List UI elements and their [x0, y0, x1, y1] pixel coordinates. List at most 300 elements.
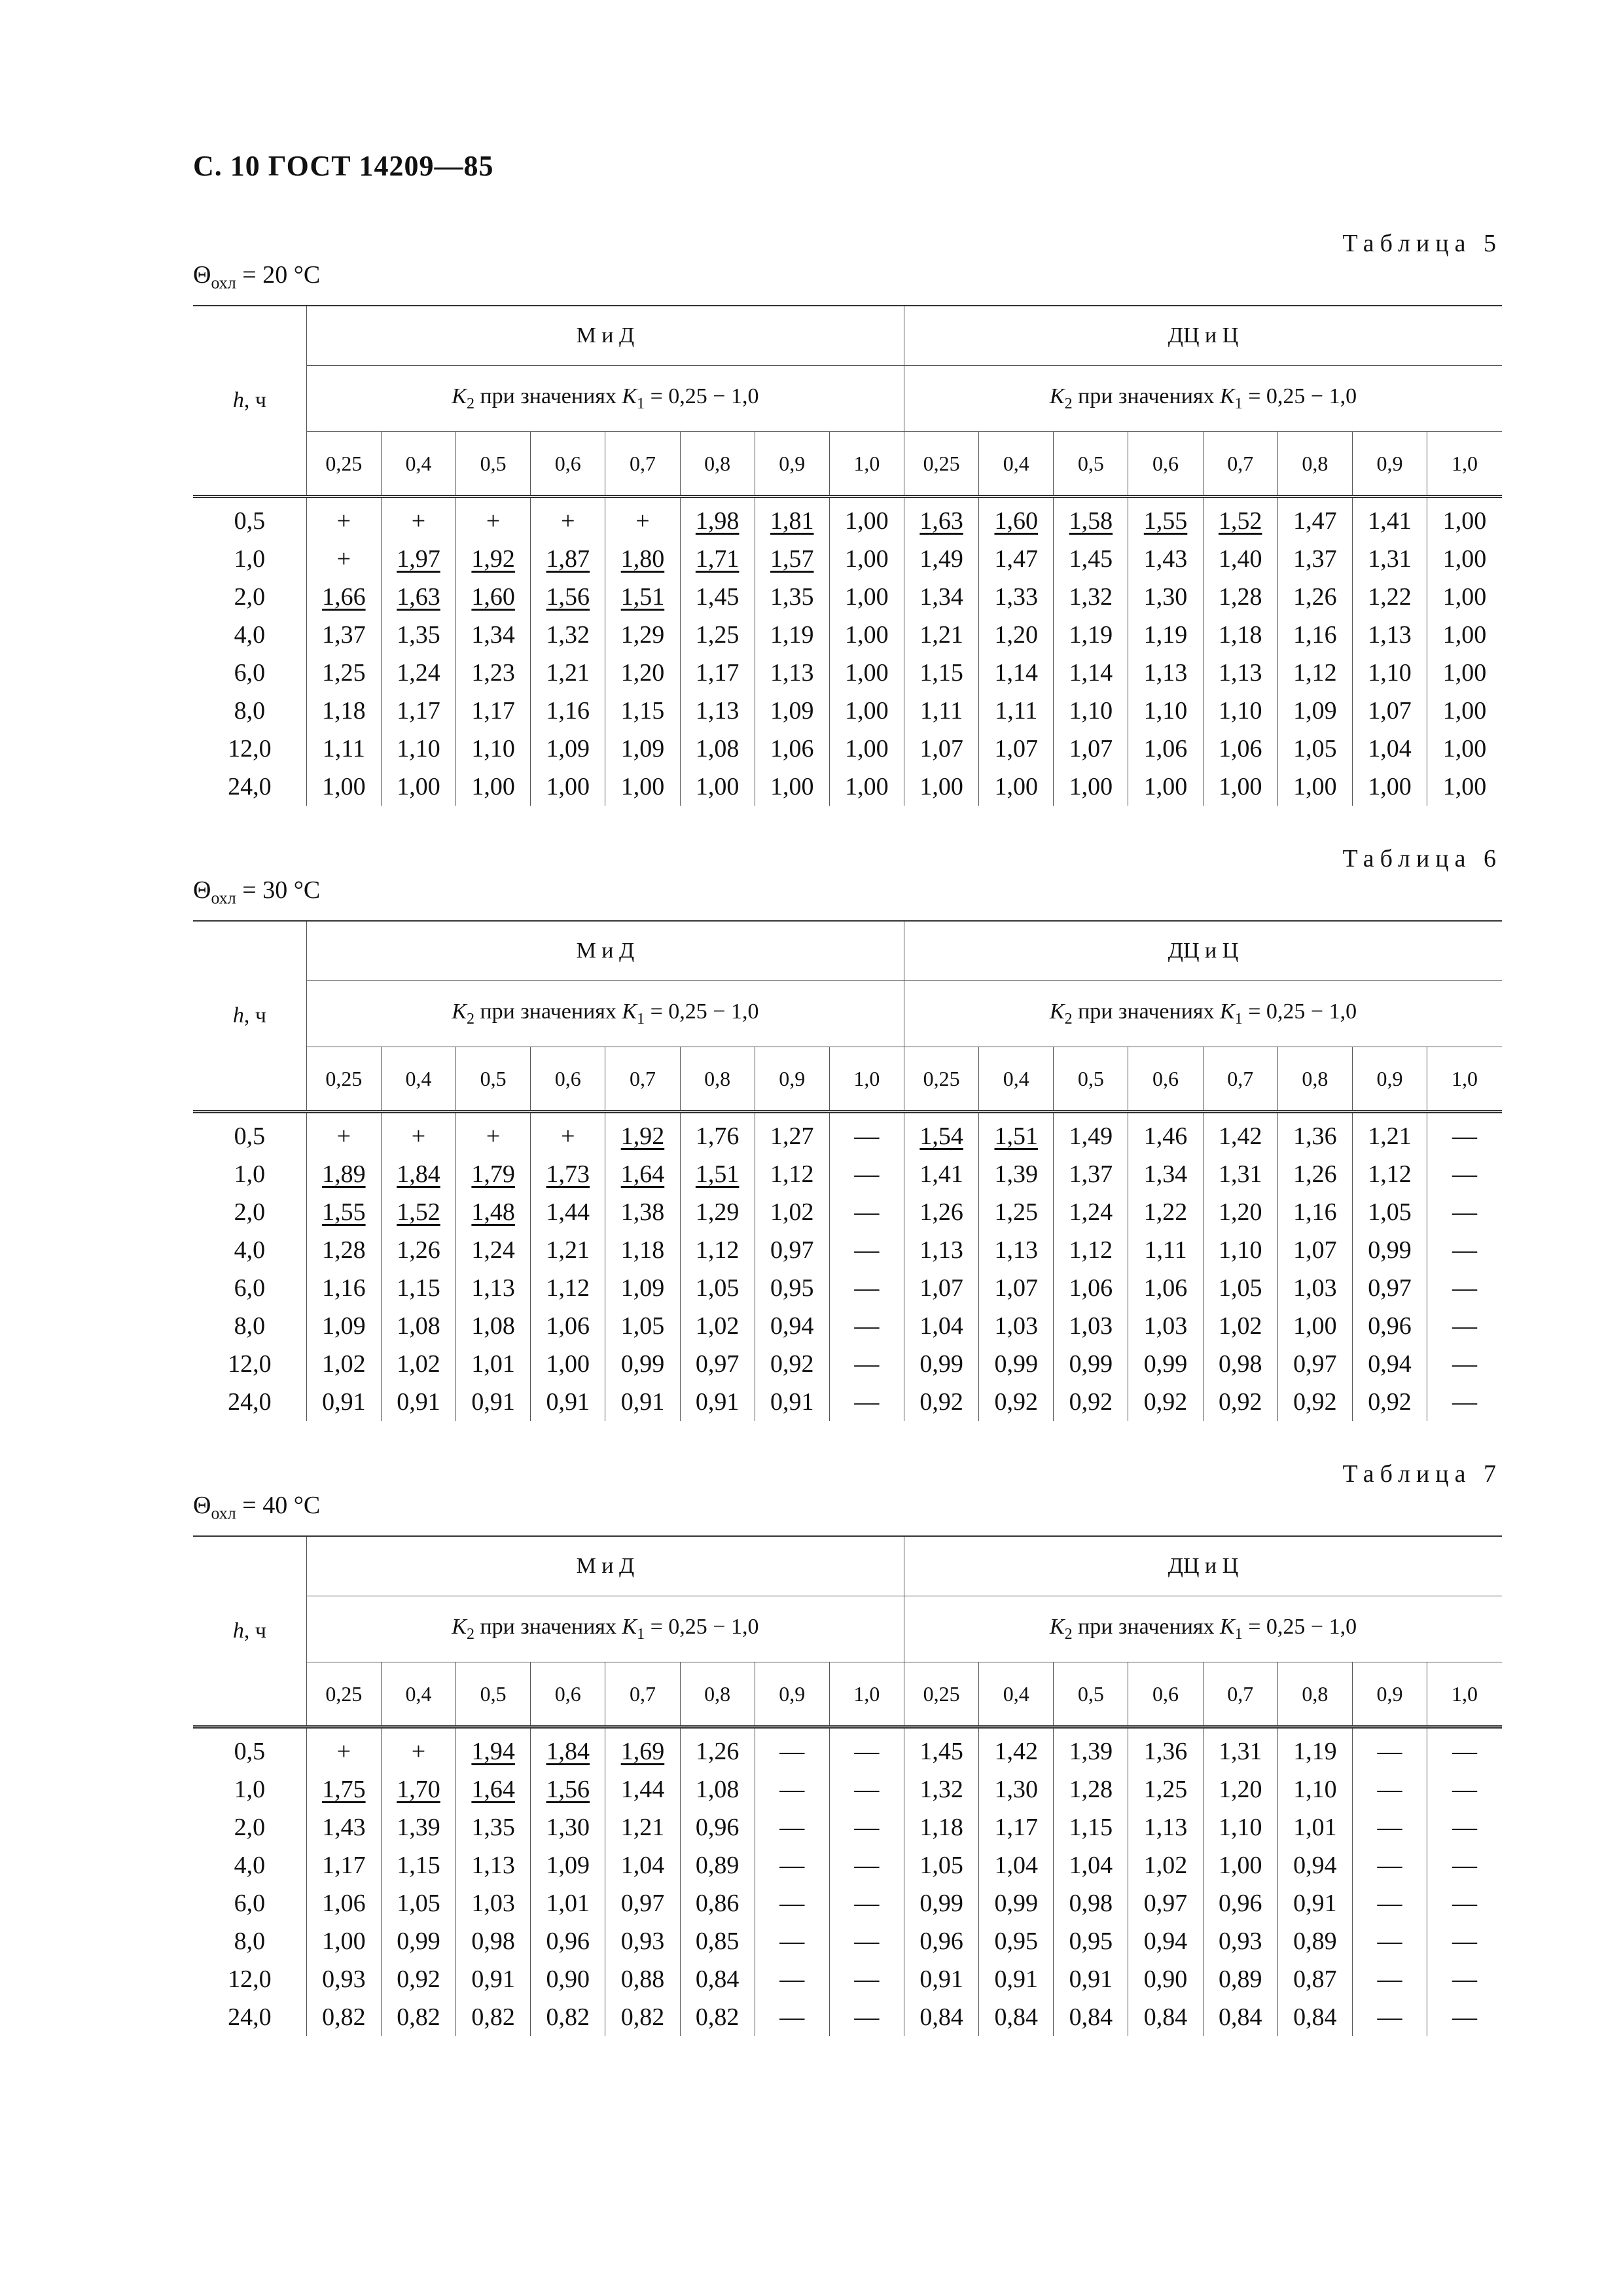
k2-symbol: K — [452, 1615, 467, 1640]
cell-value: 1,10 — [1218, 697, 1262, 725]
cell-value: 1,20 — [620, 659, 665, 687]
k2-value-cell — [605, 1727, 680, 1771]
cell-value: 0,91 — [770, 1388, 814, 1416]
k2-value-cell — [1277, 692, 1352, 730]
k2-value-cell — [1054, 1846, 1128, 1884]
cell-value: 1,08 — [695, 735, 740, 762]
k2-value-cell — [605, 768, 680, 806]
cell-value: 0,87 — [1293, 1965, 1337, 1993]
cell-value: 1,07 — [1069, 735, 1113, 762]
cell-value: 1,28 — [1218, 583, 1262, 611]
k2-value-cell — [381, 1383, 455, 1421]
k2-value-cell — [979, 730, 1054, 768]
cell-value: — — [854, 1122, 880, 1150]
k2-value-cell — [904, 540, 979, 578]
k2-value-cell — [829, 1808, 904, 1846]
k2-value-cell — [755, 1846, 829, 1884]
cell-value: 1,14 — [1069, 659, 1113, 687]
cell-value: 1,36 — [1293, 1122, 1337, 1150]
k2-subscript: 2 — [1064, 395, 1073, 412]
k2-value-cell — [1128, 1231, 1203, 1269]
k2-value-cell — [1054, 1922, 1128, 1960]
k2-value-cell — [381, 1727, 455, 1771]
cell-value: 0,86 — [695, 1890, 740, 1917]
k2-value-cell — [456, 1112, 531, 1156]
k2-value-cell — [1427, 1155, 1502, 1193]
cell-value: 0,97 — [1368, 1274, 1412, 1302]
cell-value: 0,84 — [994, 2003, 1038, 2031]
k2-value-cell — [979, 768, 1054, 806]
cell-value: — — [1452, 1928, 1478, 1955]
k2-value-cell — [456, 616, 531, 654]
k2-value-cell — [904, 1770, 979, 1808]
k2-value-cell — [829, 1269, 904, 1307]
k1-value-header: 1,0 — [829, 1662, 904, 1727]
k2-value-cell — [531, 1307, 605, 1345]
k2-text: при значениях — [474, 999, 622, 1024]
cell-value: 1,10 — [1218, 1814, 1262, 1841]
k2-value-cell — [755, 768, 829, 806]
theta-symbol: Θ — [193, 1492, 211, 1519]
cell-value: 1,30 — [994, 1776, 1038, 1803]
k2-value-cell — [1128, 1193, 1203, 1231]
k2-value-cell — [1352, 1231, 1427, 1269]
cell-value: 1,13 — [1143, 1814, 1188, 1841]
k2-value-cell — [531, 1998, 605, 2036]
k2-value-cell — [979, 654, 1054, 692]
cell-value: 0,96 — [919, 1928, 963, 1955]
k2-value-cell — [1352, 1345, 1427, 1383]
k2-value-cell — [904, 616, 979, 654]
k2-value-cell — [306, 1193, 381, 1231]
k2-value-cell — [1054, 692, 1128, 730]
k2-value-cell — [306, 578, 381, 616]
cell-value: 1,87 — [546, 545, 590, 573]
cell-value: 0,84 — [1069, 2003, 1113, 2031]
k2-value-cell — [1128, 1383, 1203, 1421]
cell-value: 1,07 — [1368, 697, 1412, 725]
k2-value-cell — [680, 540, 755, 578]
k2-value-cell — [829, 1727, 904, 1771]
k2-value-cell — [381, 1922, 455, 1960]
cell-value: — — [1452, 2003, 1478, 2031]
cell-value: 1,60 — [471, 583, 515, 611]
cell-value: 1,07 — [994, 735, 1038, 762]
cell-value: 1,02 — [770, 1198, 814, 1226]
cell-value: 1,70 — [397, 1776, 440, 1803]
cooling-temperature-label — [193, 1491, 320, 1524]
cell-value: 1,00 — [1442, 507, 1487, 535]
cell-value: 0,97 — [620, 1890, 665, 1917]
cell-value: 0,92 — [1293, 1388, 1337, 1416]
cell-value: 1,09 — [620, 1274, 665, 1302]
k2-value-cell — [680, 1112, 755, 1156]
cell-value: 1,24 — [471, 1236, 515, 1264]
cell-value: 0,82 — [471, 2003, 515, 2031]
cell-value: 1,37 — [322, 621, 366, 649]
k2-value-cell — [1203, 497, 1277, 541]
cooling-temperature-label — [193, 260, 320, 293]
cell-value: 1,00 — [845, 773, 889, 800]
k2-value-cell — [1054, 768, 1128, 806]
cell-value: — — [854, 1388, 880, 1416]
k2-value-cell — [1277, 1727, 1352, 1771]
cell-value: 0,93 — [322, 1965, 366, 1993]
k1-symbol: K — [622, 384, 637, 409]
cell-value: 1,37 — [1293, 545, 1337, 573]
k2-value-cell — [381, 540, 455, 578]
k2-value-cell — [531, 578, 605, 616]
cell-value: 1,00 — [770, 773, 814, 800]
cell-value: + — [411, 1738, 426, 1765]
k1-value-header: 0,8 — [680, 1662, 755, 1727]
table-row — [193, 1193, 1502, 1231]
cell-value: 0,91 — [546, 1388, 590, 1416]
cell-value: 0,82 — [322, 2003, 366, 2031]
k2-value-cell — [531, 1846, 605, 1884]
duration-cell: 2,0 — [234, 1198, 266, 1226]
k2-caption — [306, 366, 904, 432]
cell-value: 0,98 — [1069, 1890, 1113, 1917]
k2-text: при значениях — [1072, 1615, 1221, 1640]
k2-value-cell — [1277, 1345, 1352, 1383]
cell-value: 1,13 — [1218, 659, 1262, 687]
cell-value: 1,42 — [994, 1738, 1038, 1765]
cell-value: 1,10 — [471, 735, 515, 762]
k2-value-cell — [755, 1345, 829, 1383]
cell-value: 1,18 — [919, 1814, 963, 1841]
k2-value-cell — [1054, 1307, 1128, 1345]
k2-value-cell — [381, 1112, 455, 1156]
cell-value: 1,13 — [471, 1852, 515, 1879]
k2-value-cell — [456, 1998, 531, 2036]
cell-value: 1,39 — [397, 1814, 440, 1841]
cell-value: 0,85 — [695, 1928, 740, 1955]
k2-value-cell — [1352, 1960, 1427, 1998]
k2-value-cell — [904, 768, 979, 806]
k2-value-cell — [531, 616, 605, 654]
k2-value-cell — [755, 1231, 829, 1269]
k2-value-cell — [1128, 1846, 1203, 1884]
cell-value: 1,22 — [1368, 583, 1412, 611]
k2-value-cell — [605, 616, 680, 654]
cell-value: 1,09 — [620, 735, 665, 762]
k2-value-cell — [1427, 1998, 1502, 2036]
cell-value: 1,00 — [845, 545, 889, 573]
k2-value-cell — [1128, 1998, 1203, 2036]
k2-value-cell — [904, 1922, 979, 1960]
cell-value: 0,99 — [919, 1890, 963, 1917]
k2-value-cell — [1277, 1808, 1352, 1846]
cell-value: 0,91 — [919, 1965, 963, 1993]
k1-value-header: 0,7 — [605, 1662, 680, 1727]
duration-header — [193, 1536, 306, 1727]
cell-value: 0,94 — [1293, 1852, 1337, 1879]
cell-value: 1,04 — [994, 1852, 1038, 1879]
k2-value-cell — [979, 540, 1054, 578]
k1-symbol: K — [622, 1615, 637, 1640]
k2-value-cell — [755, 654, 829, 692]
cell-value: 0,91 — [471, 1388, 515, 1416]
cell-value: 1,19 — [1293, 1738, 1337, 1765]
k2-value-cell — [680, 1884, 755, 1922]
k1-subscript: 1 — [637, 395, 645, 412]
cell-value: 1,15 — [620, 697, 665, 725]
k2-value-cell — [829, 1383, 904, 1421]
cell-value: 1,03 — [1293, 1274, 1337, 1302]
k2-value-cell — [456, 654, 531, 692]
k2-value-cell — [904, 654, 979, 692]
k2-value-cell — [680, 768, 755, 806]
cell-value: 1,02 — [1218, 1312, 1262, 1340]
k2-value-cell — [456, 1269, 531, 1307]
cell-value: 1,02 — [322, 1350, 366, 1378]
cell-value: — — [779, 1814, 805, 1841]
k2-value-cell — [531, 654, 605, 692]
k2-value-cell — [1203, 616, 1277, 654]
cell-value: 1,51 — [994, 1122, 1038, 1150]
cell-value: 0,82 — [695, 2003, 740, 2031]
k2-value-cell — [1054, 1155, 1128, 1193]
k2-caption — [904, 981, 1503, 1047]
cell-value: 0,92 — [1368, 1388, 1412, 1416]
cell-value: 1,98 — [695, 507, 740, 535]
cell-value: 0,84 — [695, 1965, 740, 1993]
cell-value: 1,23 — [471, 659, 515, 687]
k2-value-cell — [531, 540, 605, 578]
k1-value-header: 0,4 — [381, 1662, 455, 1727]
cell-value: 1,06 — [1143, 1274, 1188, 1302]
k2-value-cell — [306, 730, 381, 768]
duration-cell: 2,0 — [234, 1814, 266, 1841]
k2-value-cell — [605, 1998, 680, 2036]
cell-value: 1,15 — [397, 1274, 440, 1302]
cell-value: 1,00 — [845, 697, 889, 725]
k2-value-cell — [531, 1922, 605, 1960]
cell-value: 1,25 — [695, 621, 740, 649]
cell-value: 1,01 — [546, 1890, 590, 1917]
k2-value-cell — [1352, 1112, 1427, 1156]
k2-value-cell — [1427, 1770, 1502, 1808]
k1-value-header: 0,9 — [755, 1662, 829, 1727]
k2-value-cell — [1352, 1727, 1427, 1771]
k2-value-cell — [979, 1383, 1054, 1421]
cell-value: 1,92 — [471, 545, 515, 573]
cell-value: 1,84 — [397, 1160, 440, 1188]
cell-value: 1,36 — [1143, 1738, 1188, 1765]
k1-value-header: 0,9 — [755, 1047, 829, 1112]
table-row — [193, 540, 1502, 578]
k2-value-cell — [904, 1727, 979, 1771]
k1-subscript: 1 — [1234, 1625, 1243, 1643]
k2-value-cell — [1054, 1345, 1128, 1383]
k2-value-cell — [1352, 730, 1427, 768]
cell-value: 0,90 — [1143, 1965, 1188, 1993]
cell-value: — — [1452, 1198, 1478, 1226]
k1-value-header: 1,0 — [829, 432, 904, 497]
table-row — [193, 1808, 1502, 1846]
k2-value-cell — [1277, 1998, 1352, 2036]
cell-value: 1,12 — [1069, 1236, 1113, 1264]
cell-value: 1,12 — [1368, 1160, 1412, 1188]
cell-value: 1,26 — [1293, 1160, 1337, 1188]
cell-value: 0,90 — [546, 1965, 590, 1993]
cell-value: 1,97 — [397, 545, 440, 573]
cell-value: 1,00 — [1293, 1312, 1337, 1340]
k1-value-header: 0,7 — [1203, 432, 1277, 497]
cell-value: 0,95 — [994, 1928, 1038, 1955]
k2-value-cell — [680, 692, 755, 730]
cell-value: 0,99 — [994, 1350, 1038, 1378]
cell-value: 1,56 — [546, 1776, 590, 1803]
k2-value-cell — [1128, 1770, 1203, 1808]
cell-value: — — [1452, 1890, 1478, 1917]
cell-value: 0,93 — [620, 1928, 665, 1955]
k2-value-cell — [755, 730, 829, 768]
cell-value: 1,08 — [397, 1312, 440, 1340]
cell-value: 1,26 — [1293, 583, 1337, 611]
cell-value: 1,63 — [919, 507, 963, 535]
k2-value-cell — [456, 1770, 531, 1808]
k2-value-cell — [1128, 1922, 1203, 1960]
k1-value-header: 0,4 — [381, 1047, 455, 1112]
k2-value-cell — [381, 692, 455, 730]
cell-value: 1,29 — [620, 621, 665, 649]
k2-value-cell — [605, 1960, 680, 1998]
k1-value-header: 0,8 — [680, 1047, 755, 1112]
k2-value-cell — [605, 730, 680, 768]
k2-value-cell — [1203, 1727, 1277, 1771]
k1-range: = 0,25 − 1,0 — [1242, 1615, 1357, 1640]
k2-value-cell — [904, 692, 979, 730]
k2-value-cell — [755, 1193, 829, 1231]
cell-value: 0,99 — [1368, 1236, 1412, 1264]
k2-value-cell — [680, 1307, 755, 1345]
cell-value: 0,91 — [994, 1965, 1038, 1993]
k2-value-cell — [1203, 1307, 1277, 1345]
k2-value-cell — [1128, 692, 1203, 730]
k2-value-cell — [904, 1155, 979, 1193]
k2-value-cell — [456, 540, 531, 578]
cell-value: 1,02 — [1143, 1852, 1188, 1879]
k2-value-cell — [306, 692, 381, 730]
cell-value: 1,04 — [1069, 1852, 1113, 1879]
cell-value: 1,21 — [546, 1236, 590, 1264]
cell-value: 1,11 — [1144, 1236, 1187, 1264]
k1-value-header: 1,0 — [1427, 1047, 1502, 1112]
k2-value-cell — [1352, 1808, 1427, 1846]
table-row — [193, 654, 1502, 692]
k2-value-cell — [1128, 654, 1203, 692]
k2-value-cell — [1427, 1808, 1502, 1846]
cell-value: 1,43 — [322, 1814, 366, 1841]
k2-value-cell — [1054, 1770, 1128, 1808]
k2-value-cell — [1352, 1193, 1427, 1231]
k2-value-cell — [1203, 730, 1277, 768]
k1-value-header: 0,25 — [904, 1047, 979, 1112]
k2-value-cell — [605, 654, 680, 692]
k2-value-cell — [1054, 730, 1128, 768]
cell-value: 1,05 — [1218, 1274, 1262, 1302]
k2-value-cell — [1427, 1231, 1502, 1269]
k2-value-cell — [755, 497, 829, 541]
cell-value: 0,91 — [1069, 1965, 1113, 1993]
k2-value-cell — [531, 1884, 605, 1922]
k2-value-cell — [1203, 1155, 1277, 1193]
cell-value: 1,00 — [546, 773, 590, 800]
cell-value: 1,06 — [1069, 1274, 1113, 1302]
cell-value: 1,60 — [994, 507, 1038, 535]
k2-value-cell — [979, 1727, 1054, 1771]
k2-value-cell — [531, 1231, 605, 1269]
k1-value-header: 0,9 — [1352, 1662, 1427, 1727]
cell-value: — — [854, 1160, 880, 1188]
cell-value: 0,92 — [1069, 1388, 1113, 1416]
k2-value-cell — [381, 1998, 455, 2036]
k2-value-cell — [306, 768, 381, 806]
k2-symbol: K — [1049, 999, 1065, 1024]
cell-value: 1,09 — [322, 1312, 366, 1340]
cell-value: 1,00 — [546, 1350, 590, 1378]
k2-value-cell — [306, 1998, 381, 2036]
k2-value-cell — [979, 1269, 1054, 1307]
cell-value: — — [1377, 1928, 1402, 1955]
k2-value-cell — [680, 1998, 755, 2036]
cooling-temperature-label — [193, 876, 320, 908]
cell-value: 1,09 — [1293, 697, 1337, 725]
cell-value: — — [779, 1928, 805, 1955]
cell-value: 1,18 — [322, 697, 366, 725]
k2-value-cell — [306, 1727, 381, 1771]
cell-value: 1,07 — [1293, 1236, 1337, 1264]
k2-value-cell — [680, 1846, 755, 1884]
k2-value-cell — [979, 1307, 1054, 1345]
k2-value-cell — [381, 1770, 455, 1808]
k1-value-header: 0,5 — [1054, 432, 1128, 497]
cell-value: 1,00 — [1218, 1852, 1262, 1879]
cell-value: 1,35 — [770, 583, 814, 611]
cell-value: — — [854, 2003, 880, 2031]
k2-value-cell — [1203, 1193, 1277, 1231]
duration-cell: 0,5 — [193, 1727, 306, 1771]
load-factor-table — [193, 1535, 1502, 2036]
duration-cell: 8,0 — [234, 1928, 266, 1955]
cell-value: 1,94 — [471, 1738, 515, 1765]
k2-value-cell — [1203, 1112, 1277, 1156]
k2-value-cell — [755, 1269, 829, 1307]
k2-value-cell — [1054, 1112, 1128, 1156]
k2-value-cell — [680, 1922, 755, 1960]
k1-value-header: 0,25 — [306, 432, 381, 497]
k2-value-cell — [829, 1345, 904, 1383]
duration-cell: 4,0 — [234, 1852, 266, 1879]
k1-symbol: K — [1220, 384, 1235, 409]
k2-value-cell — [531, 1770, 605, 1808]
k2-value-cell — [904, 1307, 979, 1345]
k2-value-cell — [306, 540, 381, 578]
k2-value-cell — [1277, 1770, 1352, 1808]
k2-value-cell — [1203, 1960, 1277, 1998]
k2-value-cell — [306, 1345, 381, 1383]
k2-value-cell — [605, 1922, 680, 1960]
k1-value-header: 1,0 — [829, 1047, 904, 1112]
k1-value-header: 0,8 — [1277, 1047, 1352, 1112]
k1-subscript: 1 — [1234, 1010, 1243, 1028]
duration-cell: 8,0 — [234, 697, 266, 725]
duration-cell: 12,0 — [228, 1350, 272, 1378]
k2-value-cell — [306, 1922, 381, 1960]
cell-value: 1,05 — [620, 1312, 665, 1340]
